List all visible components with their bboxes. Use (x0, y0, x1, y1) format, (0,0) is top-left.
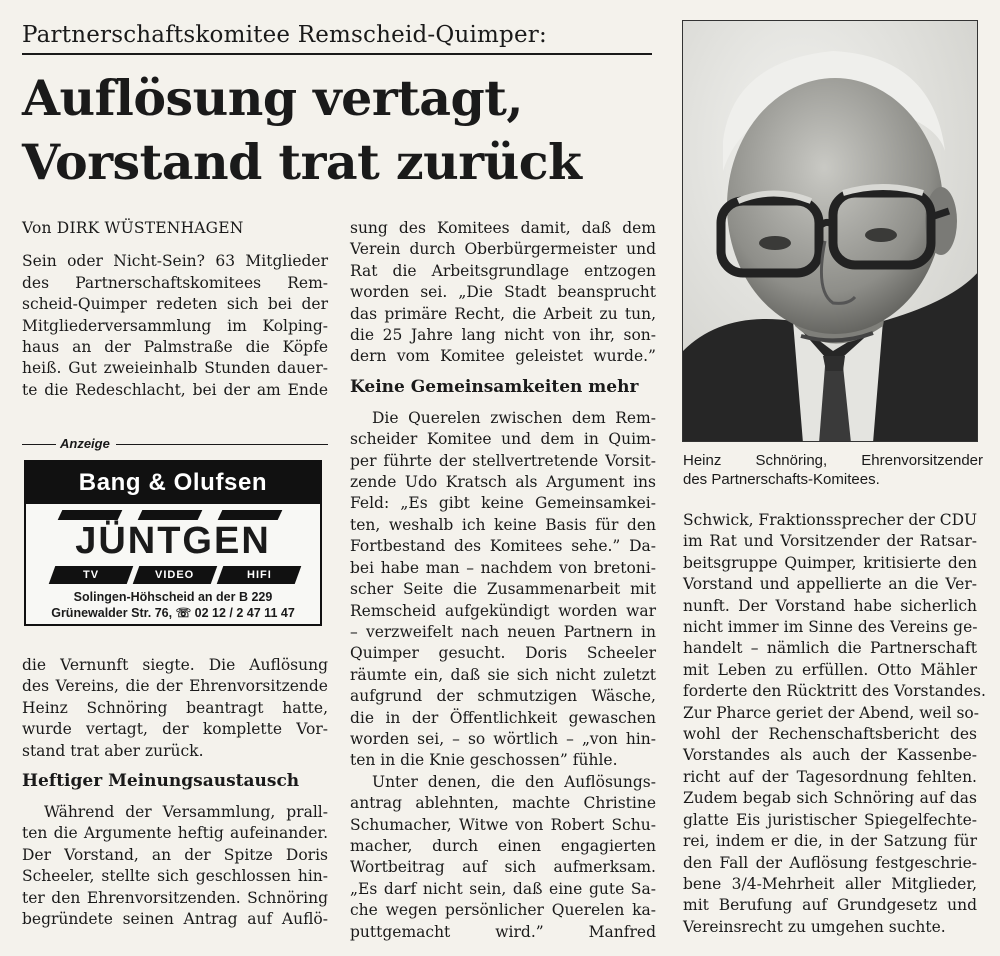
text-line: Während der Versammlung, prall- (44, 803, 328, 822)
text-line: Vorstand und appellierte an die Ver- (683, 575, 977, 594)
text-line: zende Udo Kratsch als Argument ins (350, 473, 656, 492)
text-line: wurde vertagt, der komplette Vor- (22, 720, 328, 739)
text-line: Zudem begab sich Schnöring auf das (683, 789, 977, 808)
paragraph (22, 802, 328, 930)
text-line: rei, indem er die, in der Satzung für (683, 832, 977, 851)
text-line: sung des Komitees damit, daß dem (350, 219, 656, 237)
text-line: haus an der Palmstraße die Köpfe (22, 338, 328, 357)
text-line: Die Querelen zwischen dem Rem- (372, 408, 656, 427)
text-line: ten in die Knie geschossen” fühle. (350, 751, 618, 770)
portrait-photo (682, 20, 978, 442)
text-line: te die Redeschlacht, bei der am Ende (22, 380, 328, 399)
ad-label-dash (22, 444, 56, 445)
text-line: macher, durch einen engagierten (350, 836, 656, 855)
ad-category-tv: TV (49, 566, 134, 584)
text-line: puttgemacht wird.” Manfred (350, 922, 656, 941)
text-line: den Fall der Auflösung festgeschrie- (683, 853, 977, 872)
text-line: aufgrund der schmutzigen Wäsche, (350, 687, 656, 706)
text-line: das primäre Recht, die Arbeit zu tun, (350, 304, 656, 323)
subhead-meinungsaustausch: Heftiger Meinungsaustausch (22, 771, 300, 792)
text-line: ten die Argumente heftig aufeinander. (22, 824, 328, 843)
text-line: worden sei. „Die Stadt beansprucht (350, 283, 656, 302)
ad-address-line-1: Solingen-Höhscheid an der B 229 (73, 590, 273, 604)
text-line: Unter denen, die den Auflösungs- (372, 772, 656, 791)
headline (22, 66, 662, 194)
advertisement (24, 460, 322, 626)
text-line: antrag ablehnten, machte Christine (350, 794, 656, 813)
text-line: Vereinsrecht zu umgehen suchte. (683, 917, 946, 936)
text-line: beitsgruppe Quimper, kritisierte den (683, 553, 977, 572)
ad-category-video: VIDEO (133, 566, 218, 584)
photo-caption (683, 451, 983, 489)
text-line: die Vernunft siegte. Die Auflösung (22, 656, 328, 674)
ad-categories (52, 566, 298, 584)
article-column-1 (22, 218, 328, 401)
text-line: mit Leben zu erfüllen. Otto Mähler (683, 660, 977, 679)
ad-brand: Bang & Olufsen (26, 462, 320, 504)
ad-label-text: Anzeige (60, 436, 110, 451)
text-line: die in der Öffentlichkeit gewaschen (350, 708, 656, 727)
text-line: scheider Komitee und dem in Quim- (350, 430, 656, 449)
paragraph (683, 510, 986, 938)
subhead-gemeinsamkeiten: Keine Gemeinsamkeiten mehr (350, 376, 639, 397)
text-line: räumte ein, daß sie sich nicht zuletzt (350, 665, 656, 684)
text-line: Vorstandes als auch der Kassenbe- (683, 746, 977, 765)
caption-line-2: des Partnerschafts-Komitees. (683, 471, 880, 488)
text-line: Zur Pharce geriet der Abend, weil so- (683, 703, 980, 722)
kicker: Partnerschaftskomitee Remscheid-Quimper: (22, 20, 652, 55)
text-line: Fortbestand des Komitees sehe.” Da- (350, 537, 656, 556)
text-line: scheid-Quimper redeten sich bei der (22, 295, 328, 314)
text-line: Feld: „Es gibt keine Gemeinsamkei- (350, 494, 656, 513)
paragraph (350, 408, 656, 772)
ad-company-name: JÜNTGEN (75, 520, 271, 562)
text-line: glatte Eis juristischer Spiegelfechte- (683, 810, 977, 829)
text-line: im Rat und Vorsitzender der Ratsar- (683, 532, 977, 551)
ad-stripes-graphic (60, 510, 290, 520)
text-line: dern vom Komitee geleistet wurde.” (350, 347, 656, 366)
text-line: richt auf der Tagesordnung fehlten. (683, 767, 977, 786)
ad-category-hifi: HIFI (217, 566, 302, 584)
text-line: Remscheid aufgekündigt worden war (350, 601, 656, 620)
text-line: handelt – nämlich die Partnerschaft (683, 639, 977, 658)
text-line: die 25 Jahre lang nicht von ihr, son- (350, 326, 656, 345)
text-line: nunft. Der Vorstand habe sicherlich (683, 596, 977, 615)
article-column-3 (683, 510, 986, 938)
text-line: bei habe man – nachdem von bretoni- (350, 558, 656, 577)
text-line: Sein oder Nicht-Sein? 63 Mitglieder (22, 252, 328, 271)
text-line: des Partnerschaftskomitees Rem- (22, 273, 328, 292)
text-line: Der Vorstand, an der Spitze Doris (22, 845, 328, 864)
headline-line-1: Auflösung vertagt, (22, 69, 523, 127)
text-line: heiß. Gut zweieinhalb Stunden dauer- (22, 359, 328, 378)
paragraph (350, 772, 656, 943)
intro-paragraph (22, 251, 328, 401)
caption-line-1: Heinz Schnöring, Ehrenvorsitzender (683, 452, 983, 469)
text-line: nicht immer im Sinne des Vereins ge- (683, 618, 978, 637)
text-line: scher Seite die Zusammenarbeit mit (350, 580, 656, 599)
text-line: worden sei, – so wörtlich – „von hin- (350, 729, 656, 748)
article-column-1-continued (22, 655, 328, 930)
text-line: Mitgliederversammlung im Kolping- (22, 316, 328, 335)
text-line: Schwick, Fraktionssprecher der CDU (683, 511, 978, 529)
text-line: ten, weshalb ich keine Basis für den (350, 515, 656, 534)
paragraph (350, 218, 656, 368)
text-line: Heinz Schnöring beantragt hatte, (22, 698, 328, 717)
text-line: „Es darf nicht sein, daß eine gute Sa- (350, 879, 656, 898)
continued-paragraph (22, 655, 328, 762)
text-line: Rat die Arbeitsgrundlage entzogen (350, 261, 656, 280)
text-line: Quimper gesucht. Doris Scheeler (350, 644, 656, 663)
text-line: Scheeler, stellte sich geschlossen hin- (22, 867, 328, 886)
text-line: – verzweifelt nach neuen Partnern in (350, 622, 656, 641)
text-line: Wortbeitrag auf sich aufmerksam. (350, 858, 656, 877)
text-line: Verein durch Oberbürgermeister und (350, 240, 656, 259)
text-line: forderte den Rücktritt des Vorstandes. (683, 682, 986, 701)
text-line: Schumacher, Witwe von Robert Schu- (350, 815, 656, 834)
byline: Von DIRK WÜSTENHAGEN (22, 219, 244, 237)
portrait-illustration (683, 21, 978, 442)
text-line: begründete seinen Antrag auf Auflö- (22, 910, 328, 929)
ad-address-line-2: Grünewalder Str. 76, ☏ 02 12 / 2 47 11 47 (51, 606, 295, 620)
text-line: wohl der Rechenschaftsbericht des (683, 725, 977, 744)
text-line: per führte der stellvertretende Vorsit- (350, 451, 656, 470)
ad-address (26, 589, 320, 621)
text-line: che wegen persönlicher Querelen ka- (350, 901, 656, 920)
text-line: mit Berufung auf Grundgesetz und (683, 896, 977, 915)
text-line: ter den Ehrenvorsitzenden. Schnöring (22, 888, 328, 907)
text-line: bene 3/4-Mehrheit aller Mitglieder, (683, 874, 977, 893)
text-line: des Vereins, die der Ehrenvorsitzende (22, 677, 328, 696)
article-column-2 (350, 218, 656, 943)
headline-line-2: Vorstand trat zurück (22, 133, 582, 191)
ad-label (22, 436, 328, 452)
text-line: stand trat aber zurück. (22, 741, 204, 760)
ad-label-rule (116, 444, 328, 445)
